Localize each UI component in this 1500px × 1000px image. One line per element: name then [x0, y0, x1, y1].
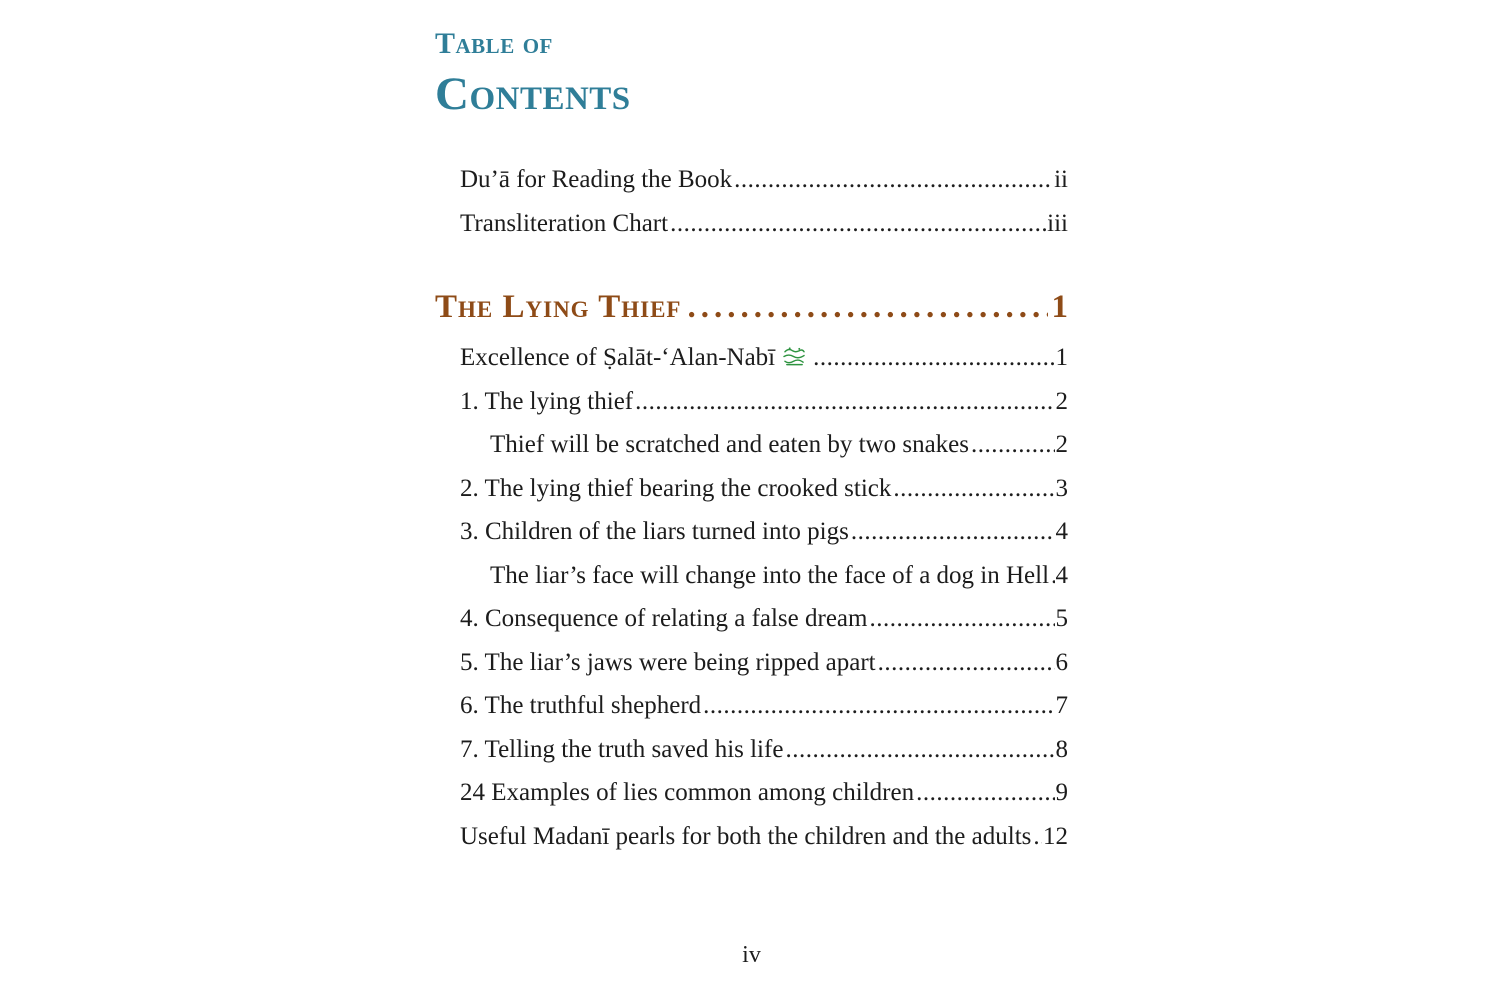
toc-entry-page: 2 [1055, 431, 1068, 458]
dot-leader [849, 510, 1055, 554]
dot-leader [811, 336, 1054, 380]
dot-leader [783, 728, 1054, 772]
dot-leader [701, 684, 1054, 728]
dot-leader [914, 771, 1054, 815]
toc-entry [435, 641, 1068, 685]
chapter-page: 1 [1051, 289, 1068, 325]
toc-entry [435, 815, 1068, 859]
toc-entry [435, 510, 1068, 554]
dot-leader [891, 467, 1054, 511]
page-number: iv [742, 942, 761, 968]
page-title: Contents [435, 68, 631, 120]
toc-entry-label: 1. The lying thief [460, 387, 634, 415]
toc-entry-label: 6. The truthful shepherd [460, 692, 702, 719]
toc-subentry [435, 554, 1068, 598]
dot-leader [668, 202, 1046, 246]
toc-entry-label: 3. Children of the liars turned into pigs [460, 518, 849, 545]
toc-entry-page: 4 [1055, 561, 1068, 589]
toc-entry-label: Useful Madanī pearls for both the children and the adults [460, 822, 1032, 850]
toc-entry-page: 7 [1055, 692, 1068, 719]
toc-entry [435, 771, 1068, 815]
sallallahu-alayhi-wa-sallam-icon [775, 338, 811, 382]
toc-entry-page: 9 [1055, 779, 1068, 806]
dot-leader [681, 283, 1047, 331]
toc-entry-label: 2. The lying thief bearing the crooked stick [460, 474, 892, 502]
dot-leader [732, 158, 1053, 202]
chapter-title: The Lying Thief [435, 289, 682, 325]
toc-subentry [435, 423, 1068, 467]
toc-entry-label: 4. Consequence of relating a false dream [460, 605, 868, 632]
toc-entry-page: 4 [1055, 518, 1068, 545]
toc-entry [435, 597, 1068, 641]
front-matter-list [435, 158, 1068, 245]
toc-entry-page: 8 [1055, 735, 1068, 763]
toc-entry-label: 24 Examples of lies common among children [460, 779, 915, 806]
toc-entry [435, 728, 1068, 772]
toc-entry-label: Transliteration Chart [460, 209, 669, 237]
toc-entry-label: The liar’s face will change into the face of a dog in Hell [490, 561, 1050, 589]
chapter-heading [435, 283, 1068, 331]
dot-leader [867, 597, 1054, 641]
toc-entry-page: 5 [1055, 605, 1068, 632]
chapter-entry-list [435, 336, 1068, 858]
toc-content [435, 26, 1068, 858]
toc-entry [435, 202, 1068, 246]
toc-entry-label: 5. The liar’s jaws were being ripped apart [460, 648, 876, 676]
toc-entry-page: 3 [1055, 474, 1068, 502]
toc-entry-page: 1 [1055, 344, 1068, 371]
toc-entry-page: 6 [1055, 648, 1068, 676]
toc-entry [435, 467, 1068, 511]
toc-entry-page: 2 [1055, 387, 1068, 415]
toc-entry-page: 12 [1043, 822, 1068, 850]
toc-entry-label: Excellence of Ṣalāt-‘Alan-Nabī [460, 344, 776, 371]
toc-entry [435, 380, 1068, 424]
dot-leader [969, 423, 1055, 467]
toc-entry-label: Du’ā for Reading the Book [460, 166, 733, 193]
dot-leader [633, 380, 1054, 424]
dot-leader [1031, 815, 1042, 859]
toc-entry-page: iii [1047, 209, 1068, 237]
toc-entry-label: Thief will be scratched and eaten by two snakes [490, 431, 969, 458]
toc-entry-label: 7. Telling the truth saved his life [460, 735, 784, 763]
toc-entry [435, 684, 1068, 728]
dot-leader [876, 641, 1055, 685]
toc-entry [435, 336, 1068, 380]
page-title-kicker: Table of [435, 27, 553, 60]
toc-entry [435, 158, 1068, 202]
toc-entry-page: ii [1054, 166, 1068, 193]
